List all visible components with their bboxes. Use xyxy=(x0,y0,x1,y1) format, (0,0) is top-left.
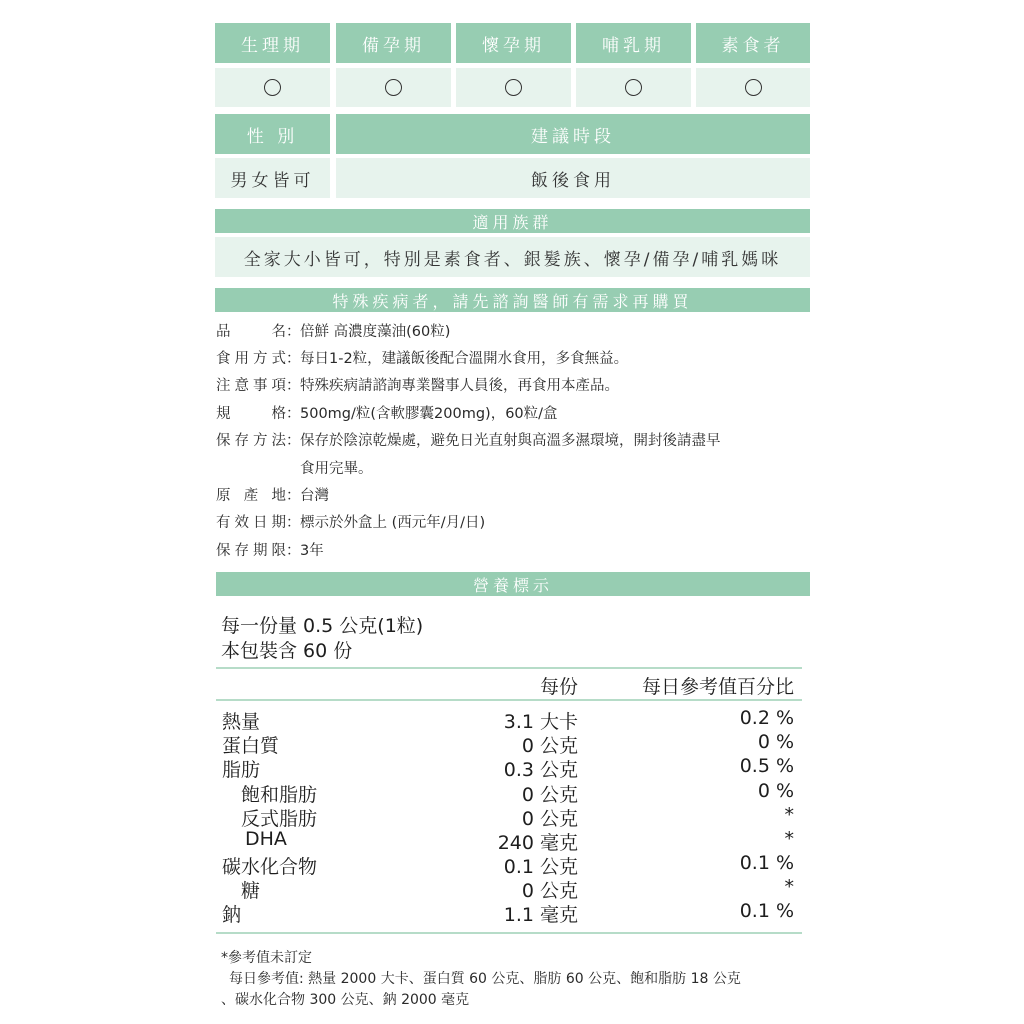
circle-icon xyxy=(264,79,281,96)
time-value xyxy=(336,158,810,198)
time-value-text: 飯後食用 xyxy=(531,170,615,191)
gender-value xyxy=(215,158,330,198)
footnote-undefined: *參考值未訂定 xyxy=(221,950,312,966)
info-label: 食用方式 xyxy=(216,351,286,367)
info-row-spec xyxy=(216,402,558,423)
nutrient-daily-pct: * xyxy=(784,804,794,826)
nutrient-per-serving: 0 公克 xyxy=(521,880,578,902)
nutrient-daily-pct: 0.2 % xyxy=(739,707,794,729)
info-row-shelf-life xyxy=(216,539,324,560)
nutrient-name: 熱量 xyxy=(222,711,261,733)
audience-text xyxy=(215,237,810,277)
circle-icon xyxy=(745,79,762,96)
nutrient-per-serving: 1.1 毫克 xyxy=(503,904,578,926)
nutrient-daily-pct: 0.5 % xyxy=(739,755,794,777)
info-row-storage-cont xyxy=(300,457,373,478)
nutrient-per-serving: 240 毫克 xyxy=(497,832,578,854)
header-vegetarian xyxy=(696,23,810,63)
footnote-daily-reference-cont: 、碳水化合物 300 公克、鈉 2000 毫克 xyxy=(221,992,470,1008)
table-header-rule xyxy=(216,699,802,701)
notice-bar xyxy=(215,288,810,312)
mark-pre-pregnancy xyxy=(336,68,451,107)
circle-icon xyxy=(505,79,522,96)
nutrient-per-serving: 0.1 公克 xyxy=(503,856,578,878)
info-label: 原 產 地 xyxy=(216,488,286,504)
mark-breastfeeding xyxy=(576,68,691,107)
info-value: 保存於陰涼乾燥處，避免日光直射與高溫多濕環境，開封後請盡早 xyxy=(300,433,721,449)
info-colon: ： xyxy=(286,406,301,422)
gender-header-label: 性 別 xyxy=(246,126,299,147)
nutrient-daily-pct: * xyxy=(784,828,794,850)
servings-per-pack: 本包裝含 60 份 xyxy=(221,640,353,662)
circle-icon xyxy=(625,79,642,96)
nutrient-daily-pct: 0.1 % xyxy=(739,852,794,874)
nutrition-header-label: 營養標示 xyxy=(472,575,553,595)
nutrient-daily-pct: 0 % xyxy=(757,731,794,753)
info-value: 台灣 xyxy=(300,488,329,504)
nutrient-name: 飽和脂肪 xyxy=(241,784,318,806)
time-header-label: 建議時段 xyxy=(531,126,615,147)
time-header xyxy=(336,114,810,154)
mark-menstrual xyxy=(215,68,330,107)
header-breastfeeding-label: 哺乳期 xyxy=(602,35,665,56)
info-label: 注意事項 xyxy=(216,378,286,394)
header-pre-pregnancy-label: 備孕期 xyxy=(362,35,425,56)
info-label: 保存方法 xyxy=(216,433,286,449)
header-menstrual-label: 生理期 xyxy=(241,35,304,56)
nutrient-name: 碳水化合物 xyxy=(222,856,318,878)
info-value-cont: 食用完畢。 xyxy=(300,461,373,477)
header-vegetarian-label: 素食者 xyxy=(721,35,785,56)
footnote-daily-reference: 每日參考值: 熱量 2000 大卡、蛋白質 60 公克、脂肪 60 公克、飽和脂肪 18 公克 xyxy=(229,971,741,987)
info-colon: ： xyxy=(286,543,301,559)
info-value: 500mg/粒(含軟膠囊200mg)，60粒/盒 xyxy=(300,406,558,422)
circle-icon xyxy=(385,79,402,96)
nutrient-daily-pct: 0.1 % xyxy=(739,900,794,922)
serving-size: 每一份量 0.5 公克(1粒) xyxy=(221,615,424,637)
gender-header xyxy=(215,114,330,154)
gender-value-text: 男女皆可 xyxy=(230,170,315,191)
nutrient-name: 反式脂肪 xyxy=(241,808,318,830)
info-value: 3年 xyxy=(300,543,324,559)
header-pre-pregnancy xyxy=(336,23,451,63)
header-pregnancy-label: 懷孕期 xyxy=(482,35,545,56)
info-row-storage xyxy=(216,429,721,450)
info-colon: ： xyxy=(286,488,301,504)
info-row-origin xyxy=(216,484,329,505)
nutrient-name: 鈉 xyxy=(222,904,242,926)
info-row-expiry xyxy=(216,511,485,532)
nutrient-per-serving: 0 公克 xyxy=(521,808,578,830)
nutrient-per-serving: 0 公克 xyxy=(521,784,578,806)
info-value: 標示於外盒上 (西元年/月/日) xyxy=(300,515,486,531)
info-label: 規 格 xyxy=(216,406,286,422)
info-colon: ： xyxy=(286,378,301,394)
info-colon: ： xyxy=(286,515,301,531)
info-colon: ： xyxy=(286,351,301,367)
audience-header-label: 適用族群 xyxy=(472,212,553,232)
info-value: 倍鮮 高濃度藻油(60粒) xyxy=(300,324,451,340)
nutrient-per-serving: 0.3 公克 xyxy=(503,759,578,781)
info-colon: ： xyxy=(286,324,301,340)
nutrient-daily-pct: 0 % xyxy=(757,780,794,802)
col-daily-pct: 每日參考值百分比 xyxy=(641,676,794,698)
info-label: 保存期限 xyxy=(216,543,286,559)
nutrient-name: 蛋白質 xyxy=(222,735,280,757)
info-row-usage xyxy=(216,347,628,368)
header-menstrual xyxy=(215,23,330,63)
nutrient-name: DHA xyxy=(245,828,287,850)
audience-text-value: 全家大小皆可，特別是素食者、銀髮族、懷孕/備孕/哺乳媽咪 xyxy=(243,249,782,270)
nutrition-header xyxy=(216,572,810,596)
info-label: 有效日期 xyxy=(216,515,286,531)
mark-vegetarian xyxy=(696,68,810,107)
table-bottom-rule xyxy=(216,932,802,934)
header-pregnancy xyxy=(456,23,571,63)
header-breastfeeding xyxy=(576,23,691,63)
info-row-name xyxy=(216,320,450,341)
info-value: 每日1-2粒，建議飯後配合溫開水食用，多食無益。 xyxy=(300,351,629,367)
info-label: 品 名 xyxy=(216,324,286,340)
table-top-rule xyxy=(216,667,802,669)
audience-header xyxy=(215,209,810,233)
info-colon: ： xyxy=(286,433,301,449)
mark-pregnancy xyxy=(456,68,571,107)
nutrient-per-serving: 3.1 大卡 xyxy=(503,711,578,733)
col-per-serving: 每份 xyxy=(539,676,578,698)
nutrient-name: 糖 xyxy=(241,880,261,902)
nutrient-daily-pct: * xyxy=(784,876,794,898)
notice-bar-text: 特殊疾病者，請先諮詢醫師有需求再購買 xyxy=(332,291,693,311)
nutrient-name: 脂肪 xyxy=(222,759,261,781)
nutrient-per-serving: 0 公克 xyxy=(521,735,578,757)
info-value: 特殊疾病請諮詢專業醫事人員後，再食用本產品。 xyxy=(300,378,619,394)
info-row-caution xyxy=(216,374,619,395)
